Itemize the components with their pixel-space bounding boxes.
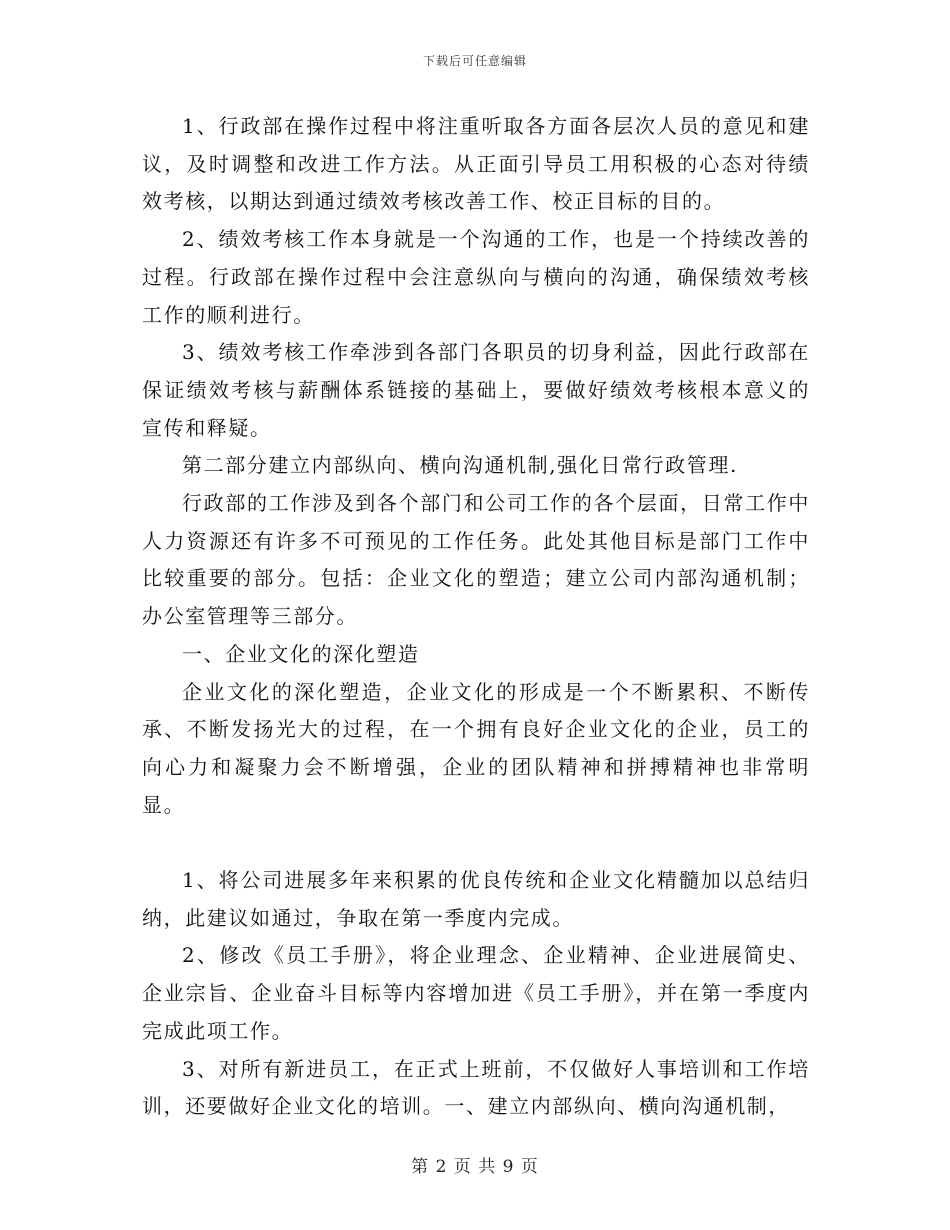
paragraph: 3、对所有新进员工，在正式上班前，不仅做好人事培训和工作培训，还要做好企业文化的培训。一、建立内部纵向、横向沟通机制， (142, 1056, 810, 1119)
page-header: 下载后可任意编辑 (422, 54, 527, 68)
paragraph: 3、绩效考核工作牵涉到各部门各职员的切身利益，因此行政部在保证绩效考核与薪酬体系链接的基础上，要做好绩效考核根本意义的宣传和释疑。 (142, 340, 810, 440)
page-number-footer: 第 2 页 共 9 页 (411, 1157, 539, 1177)
paragraph: 2、绩效考核工作本身就是一个沟通的工作，也是一个持续改善的过程。行政部在操作过程中会注意纵向与横向的沟通，确保绩效考核工作的顺利进行。 (142, 227, 810, 327)
paragraph: 2、修改《员工手册》，将企业理念、企业精神、企业进展简史、企业宗旨、企业奋斗目标等内容增加进《员工手册》，并在第一季度内完成此项工作。 (142, 943, 810, 1043)
section-heading: 第二部分建立内部纵向、横向沟通机制,强化日常行政管理. (182, 453, 738, 478)
subsection-heading: 一、企业文化的深化塑造 (182, 641, 420, 666)
paragraph: 行政部的工作涉及到各个部门和公司工作的各个层面，日常工作中人力资源还有许多不可预见的工作任务。此处其他目标是部门工作中比较重要的部分。包括：企业文化的塑造；建立公司内部沟通机制；办公室管理等三部分。 (142, 491, 810, 629)
paragraph: 1、将公司进展多年来积累的优良传统和企业文化精髓加以总结归纳，此建议如通过，争取在第一季度内完成。 (142, 868, 810, 930)
document-body (142, 108, 810, 1126)
paragraph: 1、行政部在操作过程中将注重听取各方面各层次人员的意见和建议，及时调整和改进工作方法。从正面引导员工用积极的心态对待绩效考核，以期达到通过绩效考核改善工作、校正目标的目的。 (142, 114, 810, 214)
paragraph: 企业文化的深化塑造，企业文化的形成是一个不断累积、不断传承、不断发扬光大的过程，在一个拥有良好企业文化的企业，员工的向心力和凝聚力会不断增强，企业的团队精神和拼搏精神也非常明显。 (142, 679, 810, 817)
